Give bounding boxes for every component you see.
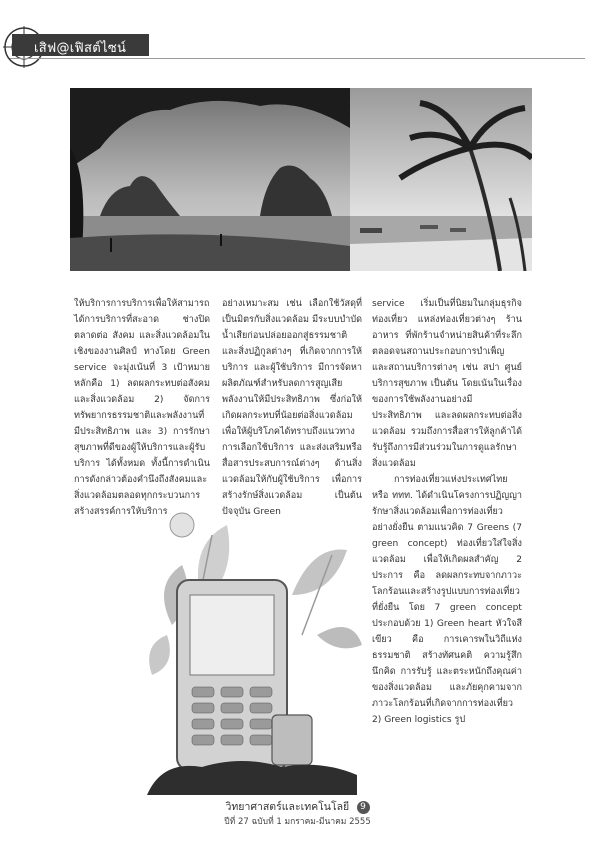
article-column-2 bbox=[222, 296, 362, 520]
article-paragraph: อย่างเหมาะสม เช่น เลือกใช้วัสดุที่เป็นมิตรกับสิ่งแวดล้อม มีระบบบำบัดน้ำเสียก่อนปล่อยออกสู่ธรรมชาติ และสิ่งปฏิกูลต่างๆ ที่เกิดจากการให้บริการ และผู้ใช้บริการ มีการจัดหาผลิตภัณฑ์สำหรับลดการสูญเสียพลังงานให้มีประสิทธิภาพ ซึ่งก่อให้เกิดผลกระทบที่น้อยต่อสิ่งแวดล้อม เพื่อให้ผู้บริโภคได้ทราบถึงแนวทางการเลือกใช้บริการ และส่งเสริมหรือสื่อสารประสบการณ์ต่างๆ ด้านสิ่งแวดล้อมให้กับผู้ใช้บริการ เพื่อการสร้างรักษ์สิ่งแวดล้อม เป็นต้น ปัจจุบัน Green bbox=[222, 299, 362, 517]
green-phone-illustration bbox=[142, 505, 362, 795]
article-paragraph: ให้บริการการบริการเพื่อให้สามารถได้การบริการที่สะอาด ช่างปิดตลาดต่อ สังคม และสิ่งแวดล้อมในเชิงของงานศิลป์ ทางโดย Green service จะมุ่งเน้นที่ 3 เป้าหมายหลักคือ 1) ลดผลกระทบต่อสังคมและสิ่งแวดล้อม 2) จัดการทรัพยากรธรรมชาติและพลังงานที่มีประสิทธิภาพ และ 3) การรักษาสุขภาพที่ดีของผู้ให้บริการและผู้รับบริการ ได้ทั้งหมด ทั้งนี้การดำเนินการดังกล่าวต้องคำนึงถึงสังคมและสิ่งแวดล้อมตลอดทุกกระบวนการสร้างสรรค์การให้บริการ bbox=[74, 299, 210, 517]
footer-magazine-title bbox=[0, 798, 595, 815]
header-divider bbox=[10, 58, 585, 59]
article-column-3 bbox=[372, 296, 522, 728]
beach-photo-collage bbox=[70, 88, 532, 271]
beach-photo-image bbox=[70, 88, 532, 271]
magazine-name: วิทยาศาสตร์และเทคโนโลยี bbox=[225, 801, 350, 813]
section-title: เสิฟ@เฟิสต์ไซน์ bbox=[34, 41, 127, 56]
footer-issue: ปีที่ 27 ฉบับที่ 1 มกราคม-มีนาคม 2555 bbox=[224, 817, 371, 827]
page-number: 9 bbox=[357, 801, 370, 814]
article-column-1 bbox=[74, 296, 210, 520]
article-paragraph: service เริ่มเป็นที่นิยมในกลุ่มธุรกิจท่องเที่ยว แหล่งท่องเที่ยวต่างๆ ร้านอาหาร ที่พักร้านจำหน่ายสินค้าที่ระลึก ตลอดจนสถานประกอบการบำเพ็ญ และสถานบริการต่างๆ เช่น สปา ศูนย์บริการสุขภาพ เป็นต้น โดยเน้นในเรื่องของการใช้พลังงานอย่างมีประสิทธิภาพ และลดผลกระทบต่อสิ่งแวดล้อม รวมถึงการสื่อสารให้ลูกค้าได้รับรู้ถึงการมีส่วนร่วมในการดูแลรักษาสิ่งแวดล้อม bbox=[372, 299, 522, 469]
article-paragraph: การท่องเที่ยวแห่งประเทศไทย หรือ ททท. ได้ดำเนินโครงการปฏิญญารักษาสิ่งแวดล้อมเพื่อการท่องเที่ยวอย่างยั่งยืน ตามแนวคิด 7 Greens (7 green concept) ท่องเที่ยวใส่ใจสิ่งแวดล้อม เพื่อให้เกิดผลสำคัญ 2 ประการ คือ ลดผลกระทบจากภาวะโลกร้อนและสร้างรูปแบบการท่องเที่ยวที่ยั่งยืน โดย 7 green concept ประกอบด้วย 1) Green heart หัวใจสีเขียว คือ การเคารพในวิถีแห่งธรรมชาติ สร้างทัศนคติ ความรู้สึกนึกคิด การรับรู้ และตระหนักถึงคุณค่าของสิ่งแวดล้อม และภัยคุกคามจากภาวะโลกร้อนที่เกิดจากการท่องเที่ยว 2) Green logistics รูป bbox=[372, 475, 522, 725]
